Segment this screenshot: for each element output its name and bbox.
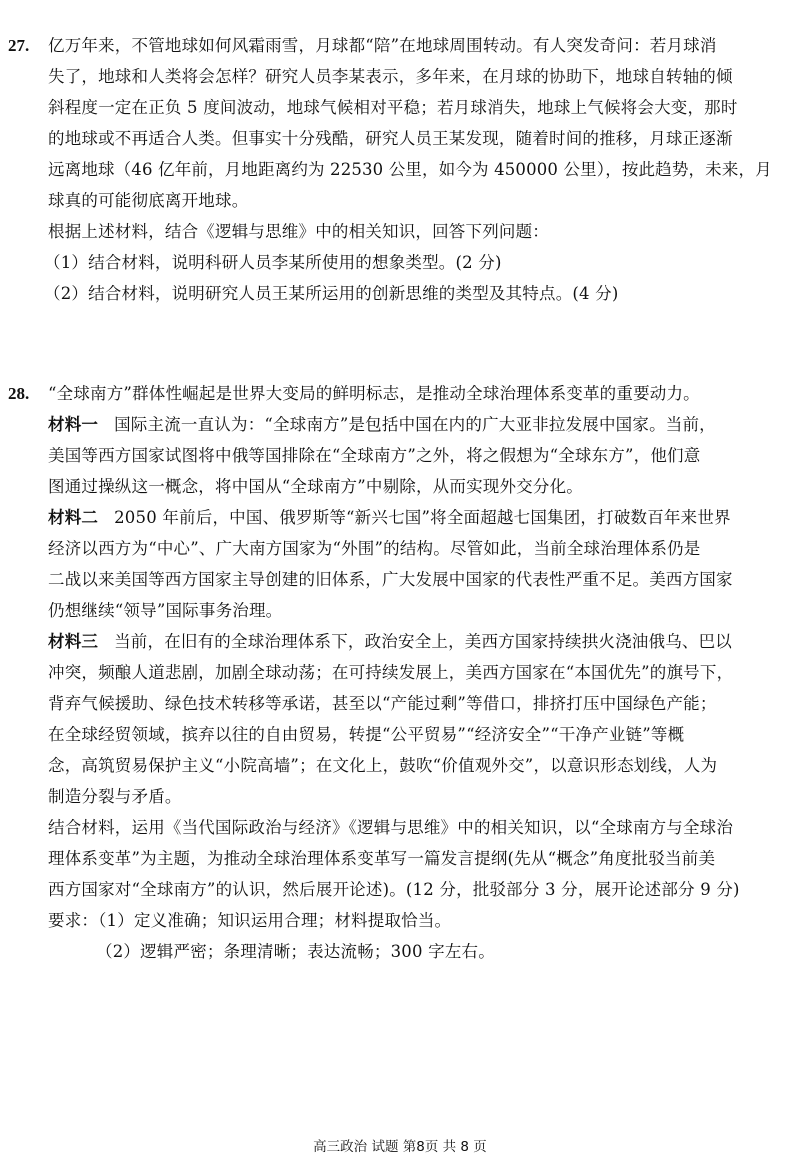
- q28-material-3-line-1: 材料三 当前，在旧有的全球治理体系下，政治安全上，美西方国家持续拱火浇油俄乌、巴以: [48, 632, 733, 651]
- page-footer: 高三政治 试题 第8页 共 8 页: [313, 1139, 487, 1155]
- q28-requirement-1: 要求：（1）定义准确；知识运用合理；材料提取恰当。: [48, 911, 452, 930]
- q27-line-2: 失了，地球和人类将会怎样？研究人员李某表示，多年来，在月球的协助下，地球自转轴的倾: [48, 67, 733, 86]
- q28-requirement-2: （2）逻辑严密；条理清晰；表达流畅；300 字左右。: [96, 942, 495, 961]
- q28-material-2-line-1: 材料二 2050 年前后，中国、俄罗斯等“新兴七国”将全面超越七国集团，打破数百年来世界: [48, 508, 731, 527]
- q28-intro: “全球南方”群体性崛起是世界大变局的鲜明标志，是推动全球治理体系变革的重要动力。: [48, 384, 700, 403]
- q28-task-line-3: 西方国家对“全球南方”的认识，然后展开论述)。(12 分，批驳部分 3 分，展开论述部分 9 分): [48, 880, 740, 899]
- q28-task-line-1: 结合材料，运用《当代国际政治与经济》《逻辑与思维》中的相关知识，以“全球南方与全球治: [48, 818, 734, 837]
- q28-material-1-line-1: 材料一 国际主流一直认为：“全球南方”是包括中国在内的广大亚非拉发展中国家。当前，: [48, 415, 716, 434]
- q28-material-2-line-4: 仍想继续“领导”国际事务治理。: [48, 601, 283, 620]
- q28-material-2-line-2: 经济以西方为“中心”、广大南方国家为“外围”的结构。尽管如此，当前全球治理体系仍是: [48, 539, 701, 558]
- q27-line-5: 远离地球（46 亿年前，月地距离约为 22530 公里，如今为 450000 公里），按此趋势，未来，月: [48, 160, 772, 179]
- q27-line-3: 斜程度一定在正负 5 度间波动，地球气候相对平稳；若月球消失，地球上气候将会大变，那时: [48, 98, 738, 117]
- q28-material-3-line-5: 念，高筑贸易保护主义“小院高墙”；在文化上，鼓吹“价值观外交”，以意识形态划线，人为: [48, 756, 718, 775]
- material-label: 材料三: [48, 632, 99, 651]
- material-label: 材料一: [48, 415, 99, 434]
- q28-material-1-line-2: 美国等西方国家试图将中俄等国排除在“全球南方”之外，将之假想为“全球东方”，他们意: [48, 446, 701, 465]
- q27-subquestion-2: （2）结合材料，说明研究人员王某所运用的创新思维的类型及其特点。(4 分): [44, 284, 619, 303]
- q28-material-3-line-4: 在全球经贸领域，摈弃以往的自由贸易，转提“公平贸易”“经济安全”“干净产业链”等概: [48, 725, 685, 744]
- q27-line-6: 球真的可能彻底离开地球。: [48, 191, 249, 210]
- question-number: 28.: [8, 384, 30, 403]
- q28-material-3-line-2: 冲突，频酿人道悲剧，加剧全球动荡；在可持续发展上，美西方国家在“本国优先”的旗号下，: [48, 663, 734, 682]
- q28-material-1-line-3: 图通过操纵这一概念，将中国从“全球南方”中剔除，从而实现外交分化。: [48, 477, 583, 496]
- q27-line-1: 亿万年来，不管地球如何风霜雨雪，月球都“陪”在地球周围转动。有人突发奇问：若月球消: [48, 36, 717, 55]
- q28-material-3-line-6: 制造分裂与矛盾。: [48, 787, 182, 806]
- question-number: 27.: [8, 36, 30, 55]
- q28-material-2-line-3: 二战以来美国等西方国家主导创建的旧体系，广大发展中国家的代表性严重不足。美西方国家: [48, 570, 733, 589]
- q27-instruction: 根据上述材料，结合《逻辑与思维》中的相关知识，回答下列问题：: [48, 222, 549, 241]
- q27-subquestion-1: （1）结合材料，说明科研人员李某所使用的想象类型。(2 分): [44, 253, 502, 272]
- q28-task-line-2: 理体系变革”为主题，为推动全球治理体系变革写一篇发言提纲(先从“概念”角度批驳当前美: [48, 849, 716, 868]
- q28-material-3-line-3: 背弃气候援助、绿色技术转移等承诺，甚至以“产能过剩”等借口，排挤打压中国绿色产能；: [48, 694, 717, 713]
- q27-line-4: 的地球或不再适合人类。但事实十分残酷，研究人员王某发现，随着时间的推移，月球正逐渐: [48, 129, 733, 148]
- material-label: 材料二: [48, 508, 99, 527]
